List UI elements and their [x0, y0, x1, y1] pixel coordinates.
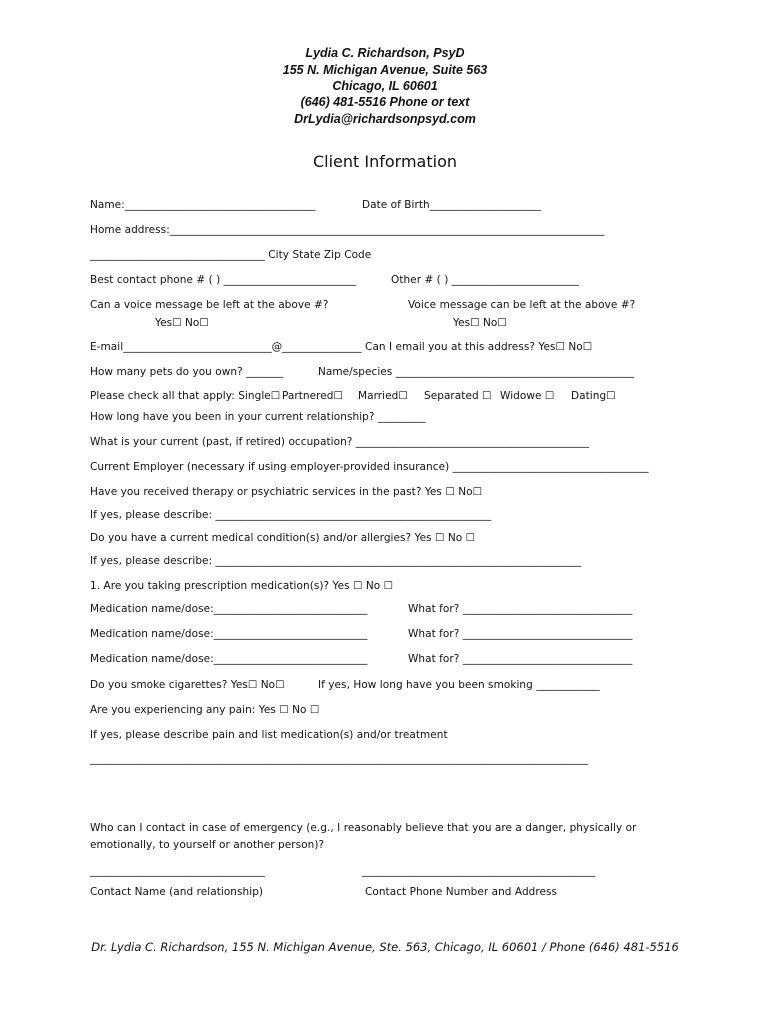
home-address-field[interactable]: Home address:__________________________________________________________________________________ [90, 224, 605, 236]
voice-message-question-1: Can a voice message be left at the above #? [90, 299, 329, 311]
voice-message-question-2: Voice message can be left at the above #? [408, 299, 636, 311]
status-married-checkbox[interactable]: Married☐ [358, 390, 408, 402]
status-separated-checkbox[interactable]: Separated ☐ [424, 390, 492, 402]
pain-describe-line[interactable]: ______________________________________________________________________________________________ [90, 753, 589, 765]
page-title: Client Information [312, 152, 458, 171]
medication-what-for-field-1[interactable]: What for? ________________________________ [408, 603, 633, 615]
voice-message-yes-no-2[interactable]: Yes☐ No☐ [453, 317, 507, 329]
pets-count-field[interactable]: How many pets do you own? _______ [90, 366, 284, 378]
pain-describe-label: If yes, please describe pain and list medication(s) and/or treatment [90, 729, 448, 741]
medical-describe-field[interactable]: If yes, please describe: _____________________________________________________________________ [90, 555, 582, 567]
medication-name-field-1[interactable]: Medication name/dose:_____________________________ [90, 603, 368, 615]
status-partnered-checkbox[interactable]: Partnered☐ [282, 390, 343, 402]
medical-condition-question[interactable]: Do you have a current medical condition(s) and/or allergies? Yes ☐ No ☐ [90, 532, 476, 544]
contact-name-line[interactable]: _________________________________ [90, 865, 265, 877]
emergency-question-line-2: emotionally, to yourself or another person)? [90, 839, 325, 851]
medication-name-field-2[interactable]: Medication name/dose:_____________________________ [90, 628, 368, 640]
voice-message-yes-no-1[interactable]: Yes☐ No☐ [155, 317, 209, 329]
email-field[interactable]: E-mail____________________________@_______________ Can I email you at this address? Yes☐ No☐ [90, 341, 593, 353]
medication-what-for-field-2[interactable]: What for? ________________________________ [408, 628, 633, 640]
city-state-zip-field[interactable]: _________________________________ City State Zip Code [90, 249, 372, 261]
pets-species-field[interactable]: Name/species _____________________________________________ [318, 366, 635, 378]
occupation-field[interactable]: What is your current (past, if retired) occupation? ____________________________________________ [90, 436, 589, 448]
header-street: 155 N. Michigan Avenue, Suite 563 [282, 63, 488, 77]
header-phone: (646) 481-5516 Phone or text [300, 95, 470, 109]
status-dating-checkbox[interactable]: Dating☐ [571, 390, 616, 402]
medication-what-for-field-3[interactable]: What for? ________________________________ [408, 653, 633, 665]
medication-name-field-3[interactable]: Medication name/dose:_____________________________ [90, 653, 368, 665]
relationship-length-field[interactable]: How long have you been in your current relationship? _________ [90, 411, 426, 423]
best-phone-field[interactable]: Best contact phone # ( ) _________________________ [90, 274, 357, 286]
dob-field[interactable]: Date of Birth_____________________ [362, 199, 542, 211]
contact-name-label: Contact Name (and relationship) [90, 886, 264, 898]
contact-phone-line[interactable]: ____________________________________________ [362, 865, 596, 877]
smoke-length-field[interactable]: If yes, How long have you been smoking ____________ [318, 679, 600, 691]
prescription-question[interactable]: 1. Are you taking prescription medication(s)? Yes ☐ No ☐ [90, 580, 394, 592]
emergency-question-line-1: Who can I contact in case of emergency (e.g., I reasonably believe that you are a danger, physically or [90, 822, 637, 834]
pain-question[interactable]: Are you experiencing any pain: Yes ☐ No ☐ [90, 704, 320, 716]
name-field[interactable]: Name:____________________________________ [90, 199, 316, 211]
therapy-question[interactable]: Have you received therapy or psychiatric services in the past? Yes ☐ No☐ [90, 486, 483, 498]
therapy-describe-field[interactable]: If yes, please describe: ____________________________________________________ [90, 509, 492, 521]
page-footer: Dr. Lydia C. Richardson, 155 N. Michigan Avenue, Ste. 563, Chicago, IL 60601 / Phone (646) 481-5516 [91, 940, 679, 954]
status-single-checkbox[interactable]: Please check all that apply: Single☐ [90, 390, 281, 402]
status-widowe-checkbox[interactable]: Widowe ☐ [500, 390, 555, 402]
header-email: DrLydia@richardsonpsyd.com [294, 112, 476, 126]
smoke-question[interactable]: Do you smoke cigarettes? Yes☐ No☐ [90, 679, 285, 691]
other-phone-field[interactable]: Other # ( ) ________________________ [391, 274, 579, 286]
contact-phone-label: Contact Phone Number and Address [365, 886, 558, 898]
employer-field[interactable]: Current Employer (necessary if using employer-provided insurance) _____________________________________ [90, 461, 649, 473]
header-city: Chicago, IL 60601 [332, 79, 438, 93]
header-name: Lydia C. Richardson, PsyD [305, 46, 465, 60]
